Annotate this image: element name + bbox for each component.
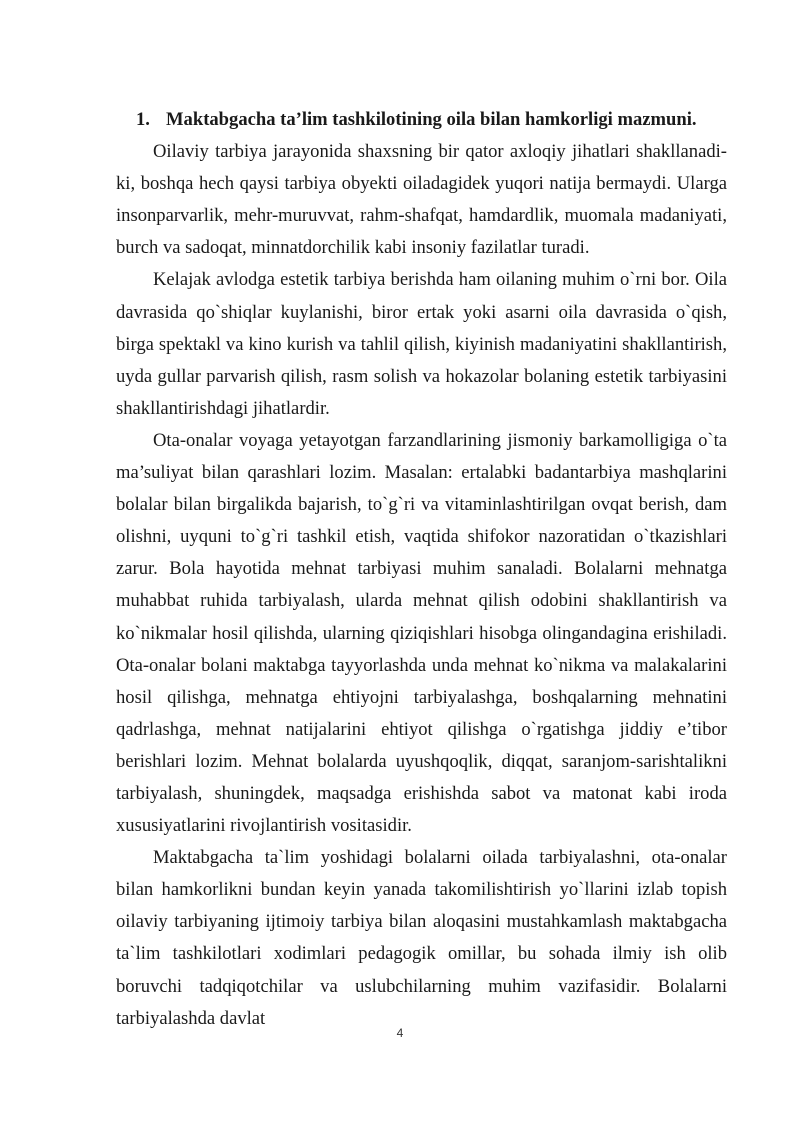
section-title: Maktabgacha ta’lim tashkilotining oila bilan hamkorligi mazmuni. (166, 109, 697, 130)
paragraph-4: Maktabgacha ta`lim yoshidagi bolalarni oilada tarbiyalashni, ota-onalar bilan hamkorlikni bundan keyin yanada takomilishtirish yo`llarini izlab topish oilaviy tarbiyaning ijtimoiy tarbiya bilan aloqasini mustahkamlash maktabgacha ta`lim tashkilotlari xodimlari pedagogik omillar, bu sohada ilmiy ish olib boruvchi tadqiqotchilar va uslubchilarning muhim vazifasidir. Bolalarni tarbiyalashda davlat (116, 847, 727, 1029)
paragraph-3: Ota-onalar voyaga yetayotgan farzandlarining jismoniy barkamolligiga o`ta ma’suliyat bilan qarashlari lozim. Masalan: ertalabki badantarbiya mashqlarini bolalar bilan birgalikda bajarish, to`g`ri va vitaminlashtirilgan ovqat berish, dam olishni, uyquni to`g`ri tashkil etish, vaqtida shifokor nazoratidan o`tkazishlari zarur. Bola hayotida mehnat tarbiyasi muhim sanaladi. Bolalarni mehnatga muhabbat ruhida tarbiyalash, ularda mehnat qilish odobini shakllantirish va ko`nikmalar hosil qilishda, ularning qiziqishlari hisobga olingandagina erishiladi. Ota-onalar bolani maktabga tayyorlashda unda mehnat ko`nikma va malakalarini hosil qilishga, mehnatga ehtiyojni tarbiyalashga, boshqalarning mehnatini qadrlashga, mehnat natijalarini ehtiyot qilishga o`rgatishga jiddiy e’tibor berishlari lozim. Mehnat bolalarda uyushqoqlik, diqqat, saranjom-sarishtalikni tarbiyalash, shuningdek, maqsadga erishishda sabot va matonat kabi iroda xususiyatlarini rivojlantirish vositasidir. (116, 429, 727, 837)
paragraph-1: Oilaviy tarbiya jarayonida shaxsning bir qator axloqiy jihatlari shakllanadi-ki, boshqa hech qaysi tarbiya obyekti oiladagidek yuqori natija bermaydi. Ularga insonparvarlik, mehr-muruvvat, rahm-shafqat, hamdardlik, muomala madaniyati, burch va sadoqat, minnatdorchilik kabi insoniy fazilatlar turadi. (116, 141, 727, 259)
document-page (116, 104, 727, 1035)
section-number: 1. (136, 109, 150, 130)
section-heading (136, 104, 727, 136)
page-number: 4 (396, 1026, 404, 1040)
paragraph-2: Kelajak avlodga estetik tarbiya berishda ham oilaning muhim o`rni bor. Oila davrasida qo`shiqlar kuylanishi, biror ertak yoki asarni oila davrasida o`qish, birga spektakl va kino kurish va tahlil qilish, kiyinish madaniyatini shakllantirish, uyda gullar parvarish qilish, rasm solish va hokazolar bolaning estetik tarbiyasini shakllantirishdagi jihatlardir. (116, 269, 727, 419)
